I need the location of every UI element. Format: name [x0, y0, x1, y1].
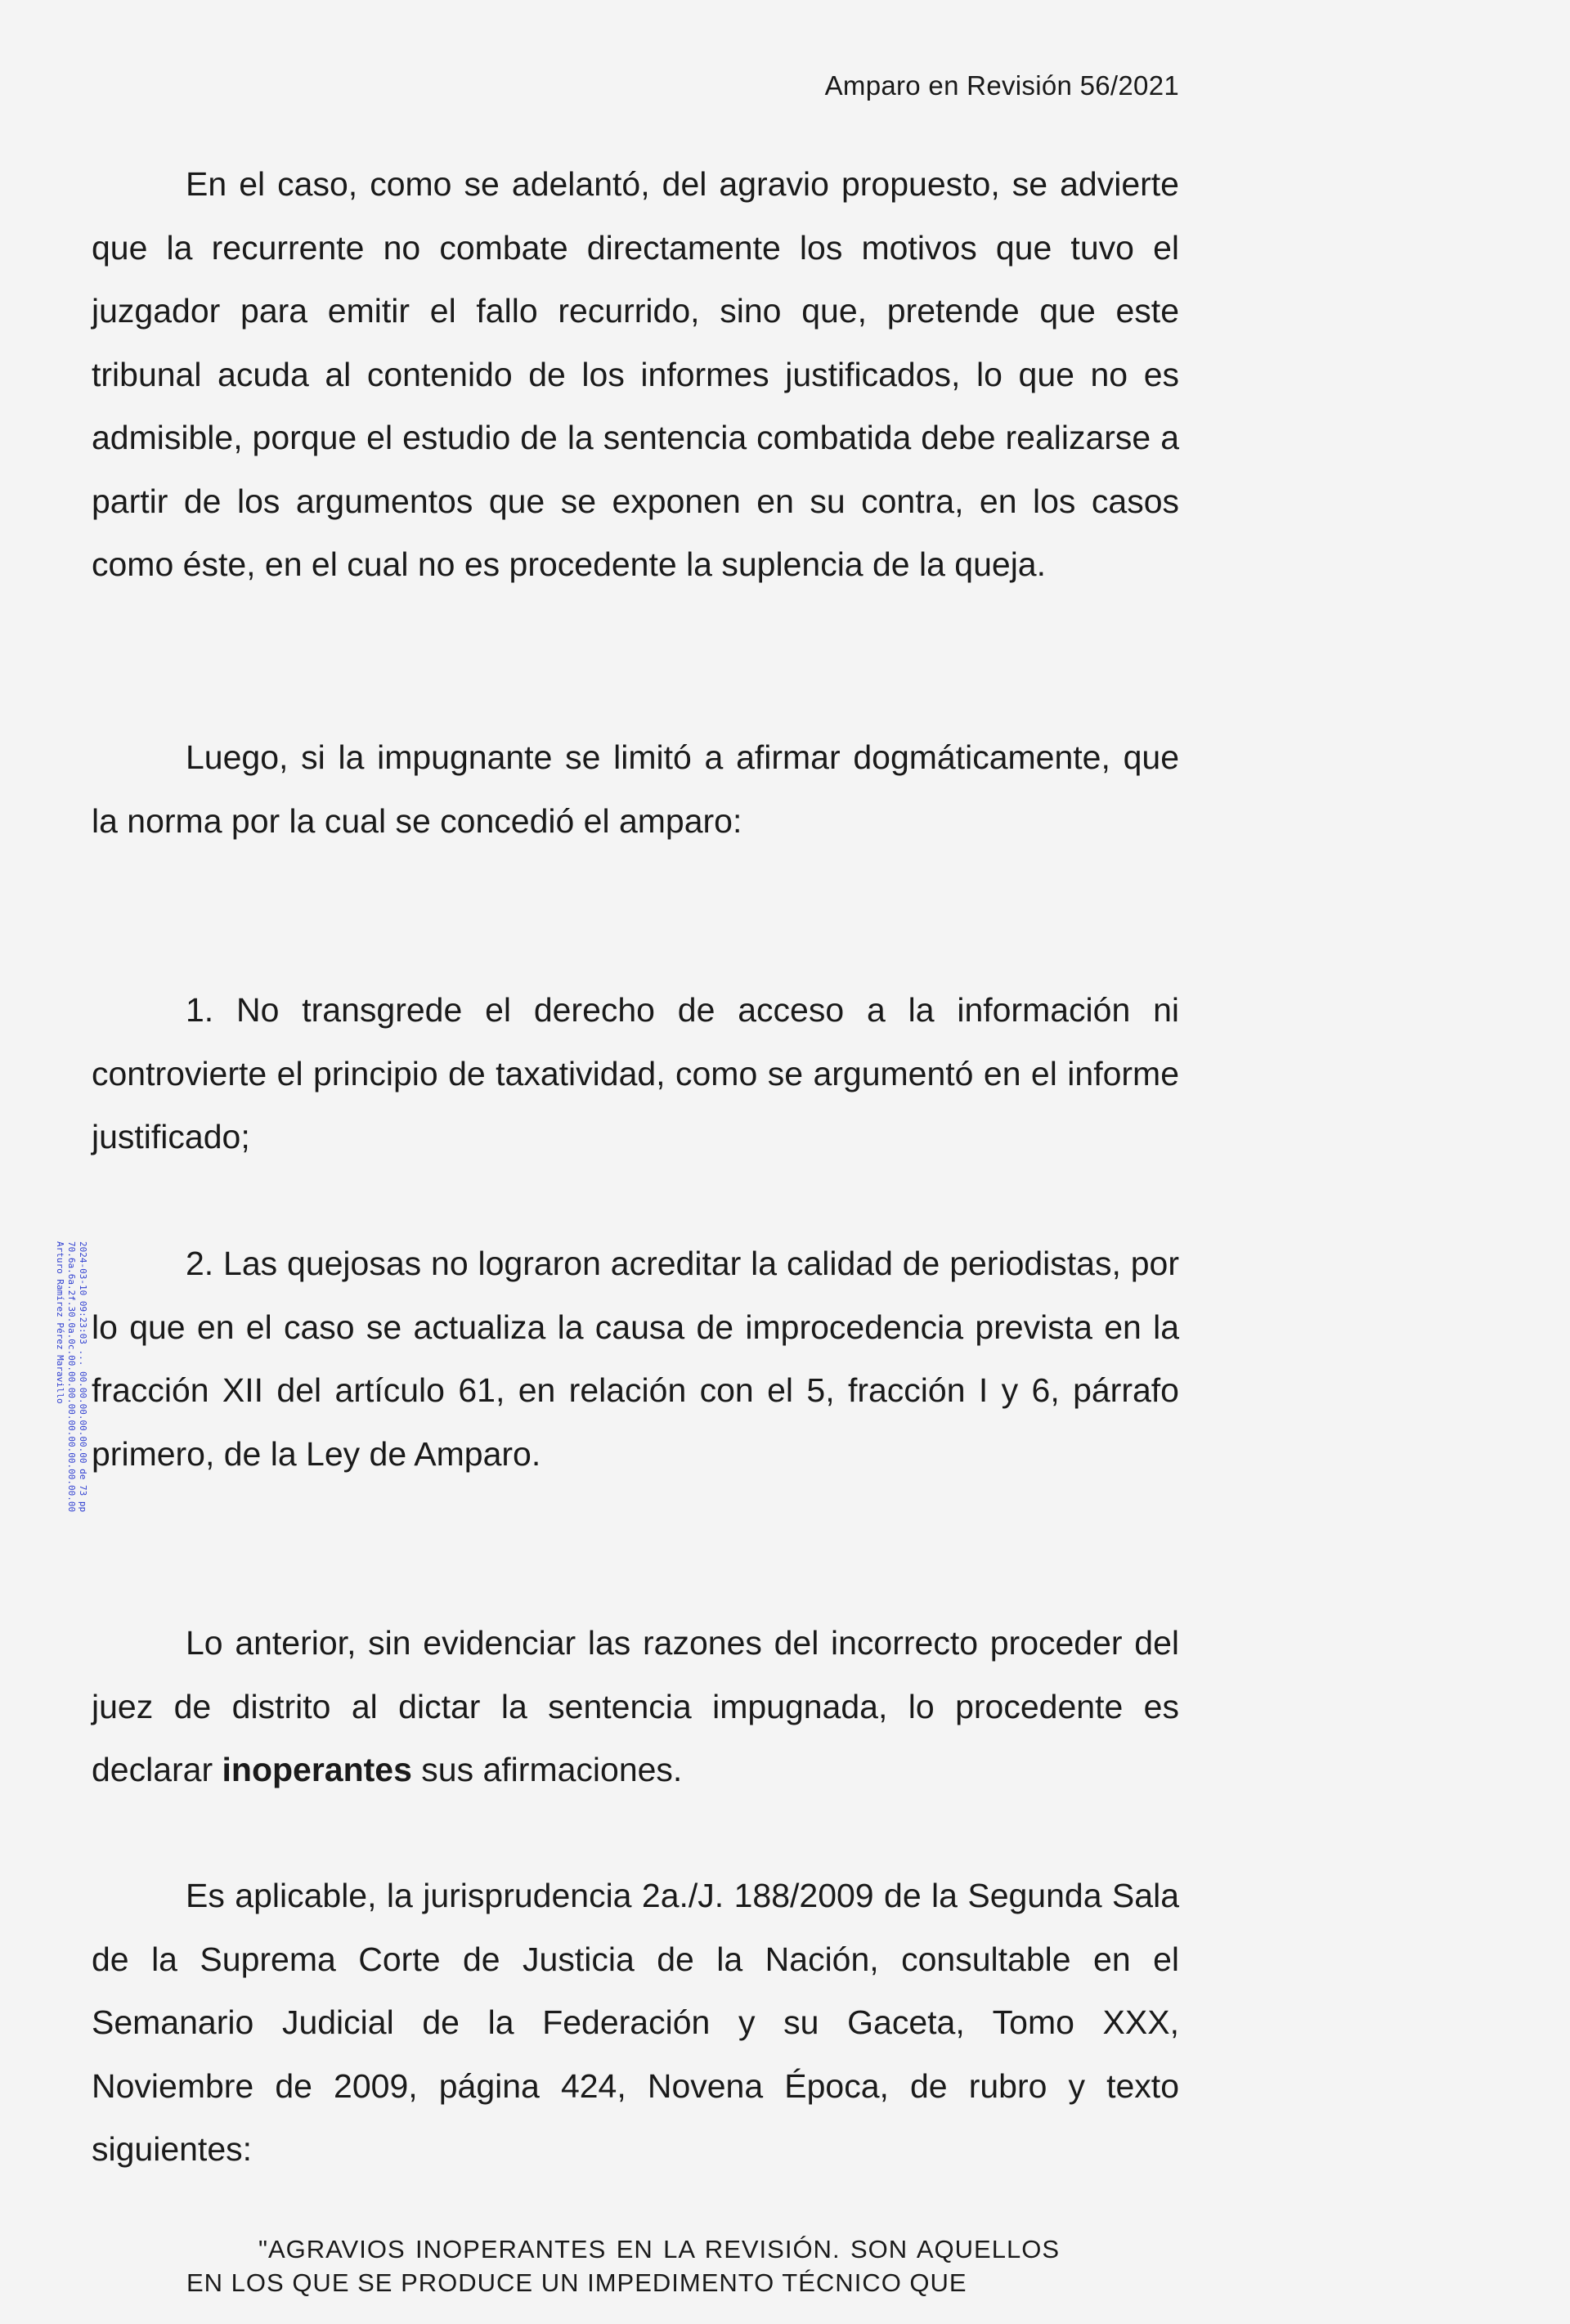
stamp-date-line: 2024-03-10 09:23:03 ... 00.00.00.00.00.00 de 73 pp [78, 1241, 88, 1513]
text-run: Lo anterior, sin evidenciar las razones del incorrecto proceder del juez de distrito al dictar la sentencia impugnada, lo procedente es declarar [92, 1624, 1179, 1788]
stamp-hash-line: 70.6a.6a.2f.30.0a.0c.00.00.00.00.00.00.00.00.00.00 [66, 1241, 77, 1513]
quote-text: "AGRAVIOS INOPERANTES EN LA REVISIÓN. SON AQUELLOS EN LOS QUE SE PRODUCE UN IMPEDIMENTO TÉCNICO QUE [186, 2235, 1060, 2297]
paragraph-text: 2. Las quejosas no lograron acreditar la calidad de periodistas, por lo que en el caso se actualiza la causa de improcedencia prevista en la fracción XII del artículo 61, en relación con el 5, fracción I y 6, párrafo primero, de la Ley de Amparo. [92, 1245, 1179, 1473]
stamp-signer-line: Arturo Ramírez Pérez Maravillo [55, 1241, 65, 1404]
paragraph-text [92, 1612, 1179, 1802]
jurisprudence-quote [186, 2232, 1060, 2299]
list-item-1 [92, 979, 1179, 1169]
paragraph-jurisprudencia [92, 1864, 1179, 2182]
paragraph-inoperantes [92, 1612, 1179, 1802]
paragraph-text: Es aplicable, la jurisprudencia 2a./J. 188/2009 de la Segunda Sala de la Suprema Corte de Justicia de la Nación, consultable en el Semanario Judicial de la Federación y su Gaceta, Tomo XXX, Noviembre de 2009, página 424, Novena Época, de rubro y texto siguientes: [92, 1877, 1179, 2168]
paragraph-text: En el caso, como se adelantó, del agravio propuesto, se advierte que la recurrente no combate directamente los motivos que tuvo el juzgador para emitir el fallo recurrido, sino que, pretende que este tribunal acuda al contenido de los informes justificados, lo que no es admisible, porque el estudio de la sentencia combatida debe realizarse a partir de los argumentos que se exponen en su contra, en los casos como éste, en el cual no es procedente la suplencia de la queja. [92, 165, 1179, 583]
paragraph-agravio [92, 153, 1179, 597]
list-item-2 [92, 1232, 1179, 1486]
bold-term: inoperantes [222, 1751, 412, 1788]
paragraph-text: Luego, si la impugnante se limitó a afirmar dogmáticamente, que la norma por la cual se concedió el amparo: [92, 738, 1179, 840]
text-run: sus afirmaciones. [411, 1751, 683, 1788]
paragraph-text: 1. No transgrede el derecho de acceso a la información ni controvierte el principio de taxatividad, como se argumentó en el informe justificado; [92, 991, 1179, 1155]
electronic-signature-stamp [54, 1241, 95, 1609]
paragraph-impugnante [92, 726, 1179, 853]
case-reference-header: Amparo en Revisión 56/2021 [824, 70, 1179, 101]
